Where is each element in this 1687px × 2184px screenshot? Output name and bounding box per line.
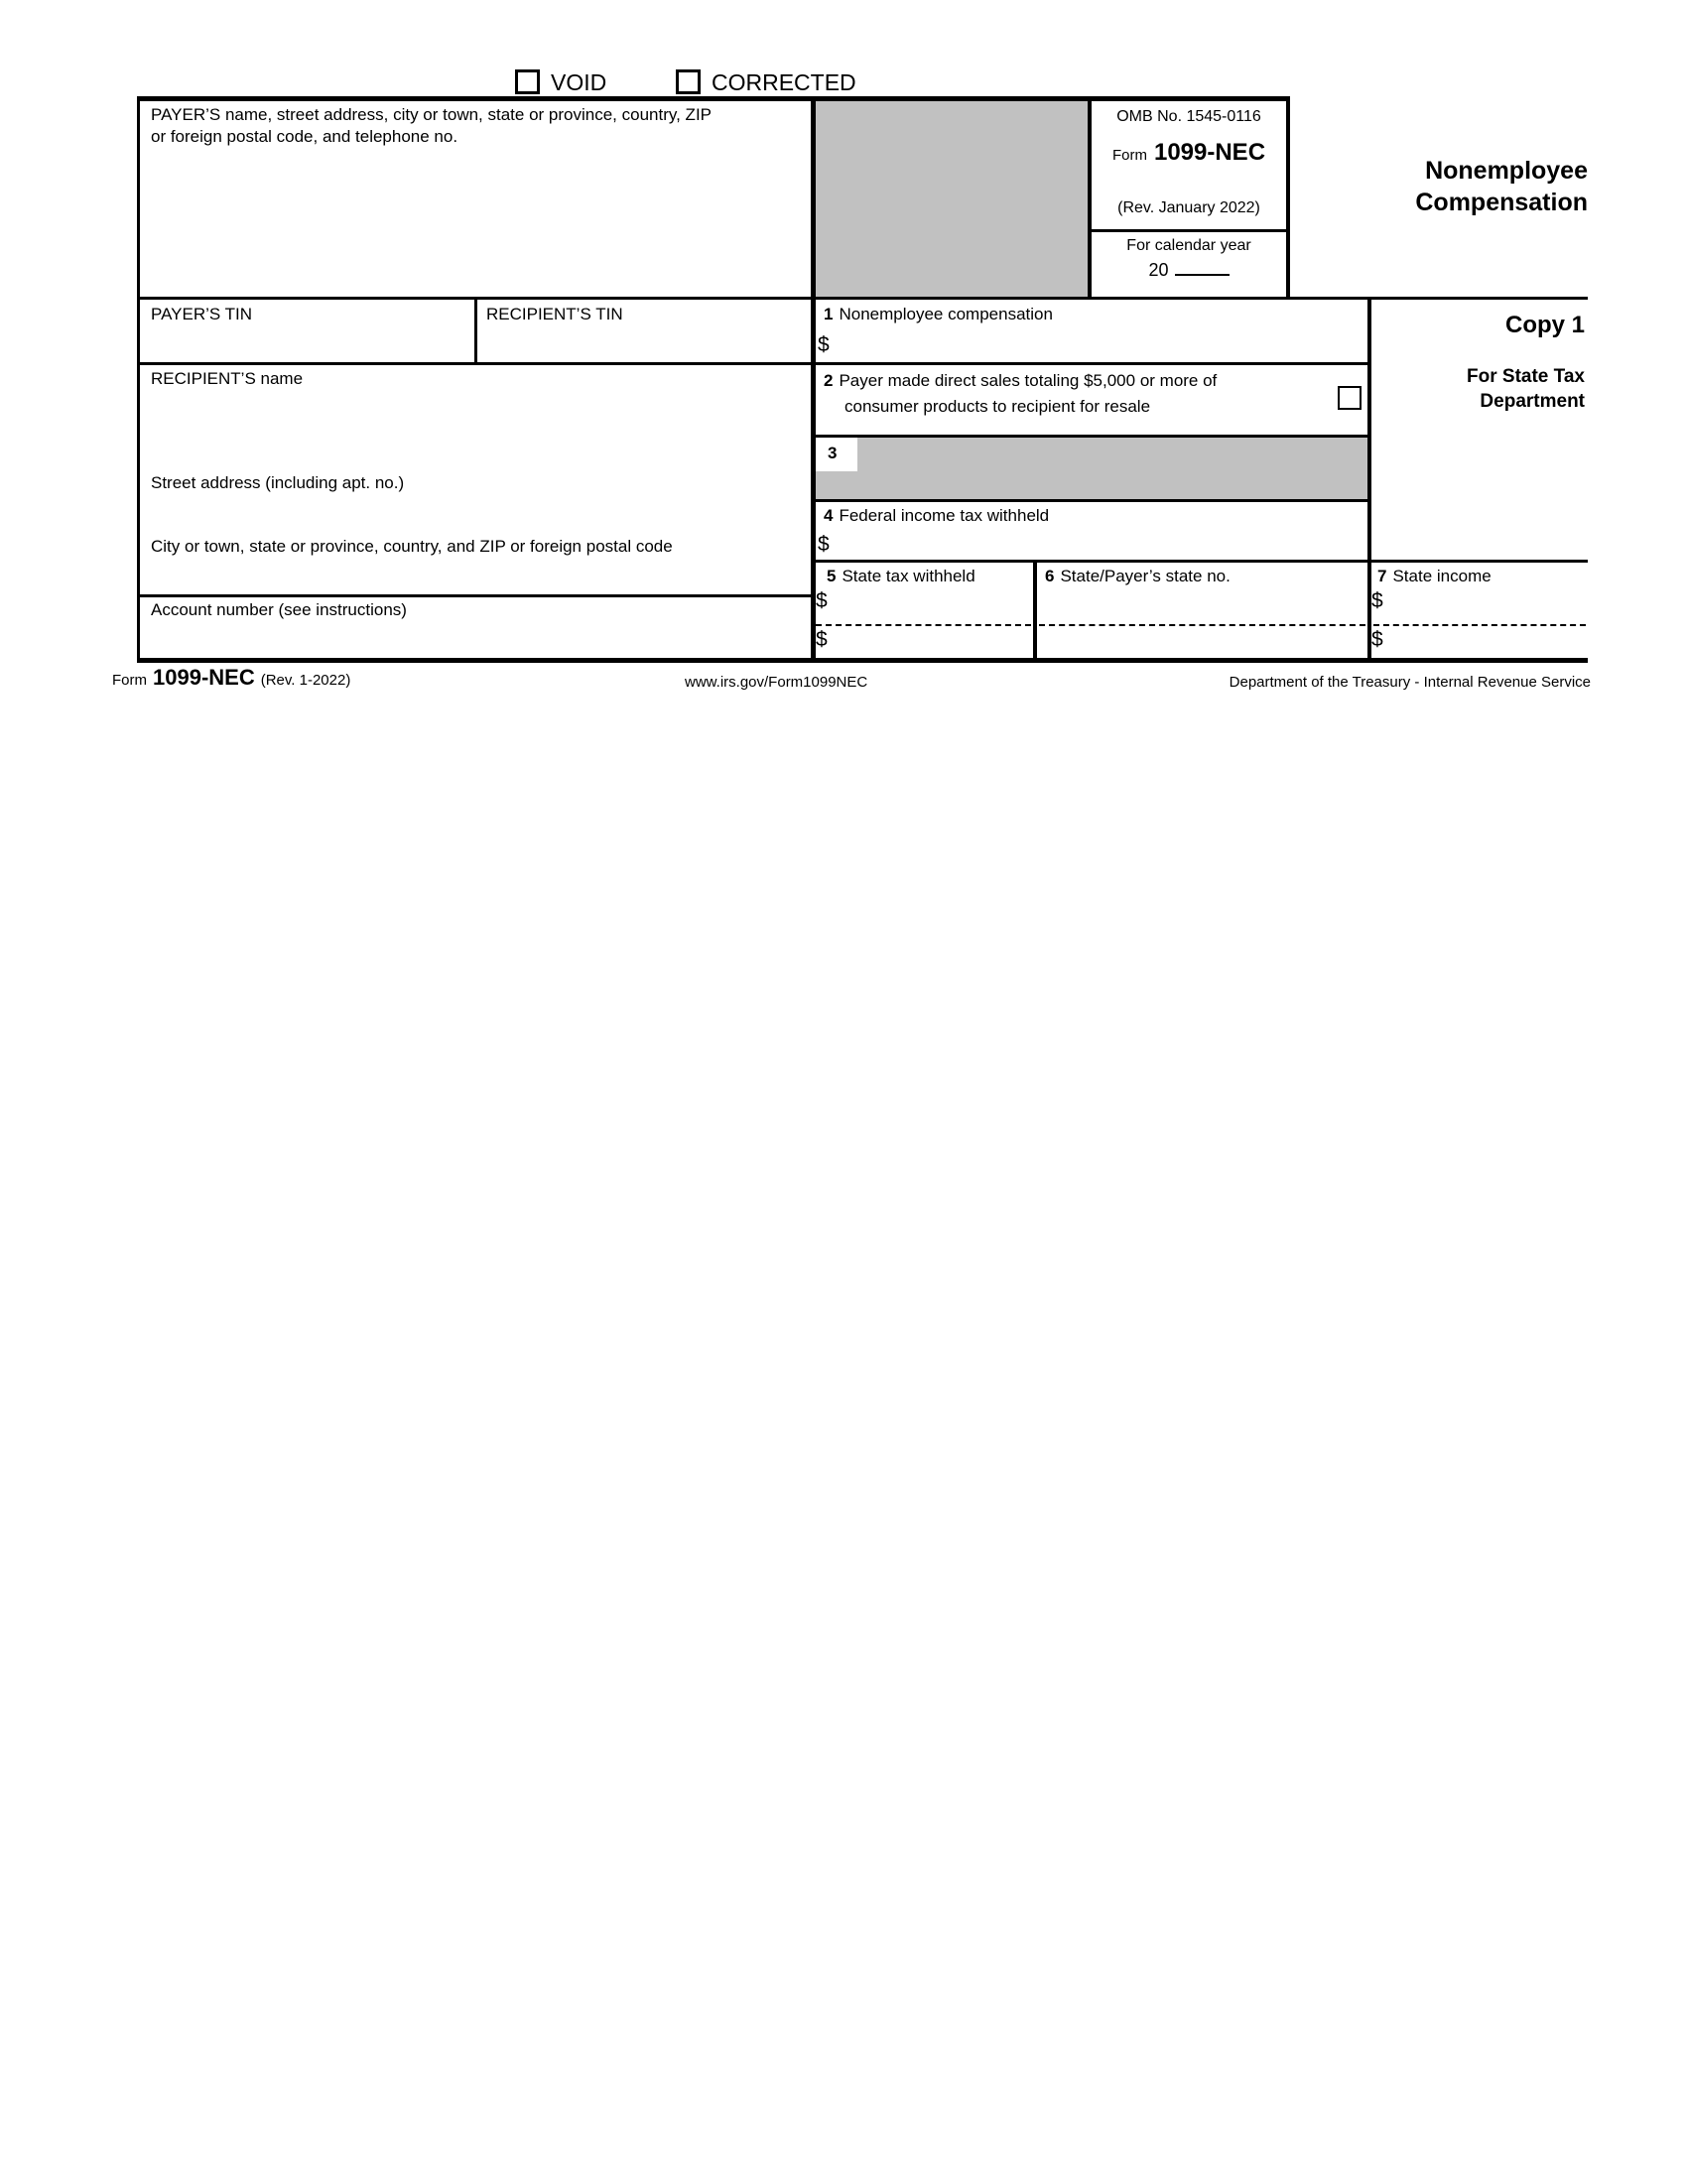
shaded-area-top	[816, 96, 1088, 297]
omb-revision: (Rev. January 2022)	[1117, 199, 1260, 216]
box7-dollar-sign-2: $	[1371, 628, 1383, 651]
box7-label-text: State income	[1392, 567, 1492, 585]
form-title-line1: Nonemployee	[1425, 157, 1588, 185]
rule-omb-divider	[1088, 229, 1290, 232]
copy-subtitle-line2: Department	[1480, 391, 1585, 412]
city-state-zip-label: City or town, state or province, country, and ZIP or foreign postal code	[151, 537, 673, 556]
street-address-label: Street address (including apt. no.)	[151, 473, 405, 492]
payer-tin-field[interactable]	[140, 325, 472, 360]
copy-title: Copy 1	[1504, 312, 1585, 338]
box5-number: 5	[827, 567, 837, 585]
box7-amount-field-2[interactable]	[1394, 628, 1583, 654]
box5-label	[827, 566, 975, 586]
box1-amount-field[interactable]	[842, 332, 1358, 359]
void-label: VOID	[551, 69, 607, 95]
box2-label-line2: consumer products to recipient for resale	[844, 397, 1151, 416]
box4-amount-field[interactable]	[842, 532, 1358, 557]
footer-form-id	[112, 665, 350, 691]
box7-dashed-divider	[1373, 624, 1586, 626]
box6-state-field-1[interactable]	[1040, 590, 1363, 620]
recipient-tin-field[interactable]	[479, 325, 809, 360]
box5-amount-field-1[interactable]	[839, 588, 1027, 618]
payer-info-label-line1: PAYER’S name, street address, city or town, state or province, country, ZIP	[151, 105, 713, 124]
city-state-zip-field[interactable]	[140, 558, 805, 592]
recipient-tin-label: RECIPIENT’S TIN	[486, 305, 623, 323]
omb-form-prefix: Form	[1111, 147, 1147, 164]
box2-checkbox[interactable]	[1338, 386, 1362, 410]
box6-state-field-2[interactable]	[1040, 628, 1363, 654]
box7-label	[1377, 566, 1492, 586]
street-address-field[interactable]	[140, 494, 805, 532]
calendar-year-label: For calendar year	[1126, 237, 1251, 254]
box2-number: 2	[824, 371, 834, 390]
box5-dollar-sign-1: $	[816, 589, 828, 612]
box5-dashed-divider	[816, 624, 1031, 626]
payer-info-field[interactable]	[140, 149, 805, 293]
border-top	[137, 96, 1290, 101]
footer-form-number: 1099-NEC	[153, 665, 255, 690]
box1-label	[824, 304, 1053, 324]
rule-tin-divider	[474, 297, 477, 365]
year-prefix: 20	[1148, 260, 1169, 280]
box3-shaded-area	[816, 438, 1367, 499]
box2-label-text1: Payer made direct sales totaling $5,000 or more of	[839, 371, 1218, 390]
box1-label-text: Nonemployee compensation	[839, 305, 1053, 323]
rule-box4-bottom	[811, 560, 1588, 563]
corrected-checkbox[interactable]	[676, 69, 701, 94]
recipient-name-label: RECIPIENT’S name	[151, 369, 304, 388]
box7-dollar-sign-1: $	[1371, 589, 1383, 612]
corrected-label: CORRECTED	[712, 69, 856, 95]
box3-number: 3	[828, 444, 838, 462]
box7-amount-field-1[interactable]	[1394, 588, 1583, 618]
footer-agency: Department of the Treasury - Internal Revenue Service	[1229, 674, 1591, 691]
box4-dollar-sign: $	[818, 533, 830, 556]
box6-dashed-divider	[1039, 624, 1365, 626]
footer-revision: (Rev. 1-2022)	[260, 672, 351, 689]
omb-number: OMB No. 1545-0116	[1116, 108, 1261, 125]
payer-tin-label: PAYER’S TIN	[151, 305, 253, 323]
omb-form-number: 1099-NEC	[1153, 139, 1266, 166]
void-checkbox[interactable]	[515, 69, 540, 94]
box6-label	[1045, 566, 1231, 586]
box4-label	[824, 505, 1049, 526]
box4-label-text: Federal income tax withheld	[839, 506, 1050, 525]
box4-number: 4	[824, 506, 834, 525]
form-title-line2: Compensation	[1415, 189, 1588, 216]
box5-amount-field-2[interactable]	[839, 628, 1027, 654]
rule-tin-row-bottom	[137, 362, 1369, 365]
rule-box3-bottom	[811, 499, 1369, 502]
footer-form-prefix: Form	[112, 672, 147, 689]
footer-url[interactable]: www.irs.gov/Form1099NEC	[685, 674, 868, 691]
recipient-name-field[interactable]	[140, 390, 805, 467]
box5-label-text: State tax withheld	[842, 567, 975, 585]
rule-box2-bottom	[811, 435, 1369, 438]
box5-dollar-sign-2: $	[816, 628, 828, 651]
box2-label-line1	[824, 370, 1217, 391]
box1-number: 1	[824, 305, 834, 323]
rule-middle-column	[811, 96, 816, 663]
calendar-year-field[interactable]	[1191, 256, 1250, 282]
copy-subtitle-line1: For State Tax	[1467, 366, 1585, 387]
box1-dollar-sign: $	[818, 333, 830, 356]
box6-label-text: State/Payer’s state no.	[1060, 567, 1231, 585]
rule-account-top	[137, 594, 813, 597]
box7-number: 7	[1377, 567, 1387, 585]
payer-info-label-line2: or foreign postal code, and telephone no.	[151, 127, 458, 146]
calendar-year-line	[1092, 261, 1286, 279]
account-number-field[interactable]	[140, 621, 805, 656]
account-number-label: Account number (see instructions)	[151, 600, 407, 619]
box6-number: 6	[1045, 567, 1055, 585]
rule-box5-box6-divider	[1033, 560, 1037, 663]
omb-form-line	[1092, 141, 1286, 165]
